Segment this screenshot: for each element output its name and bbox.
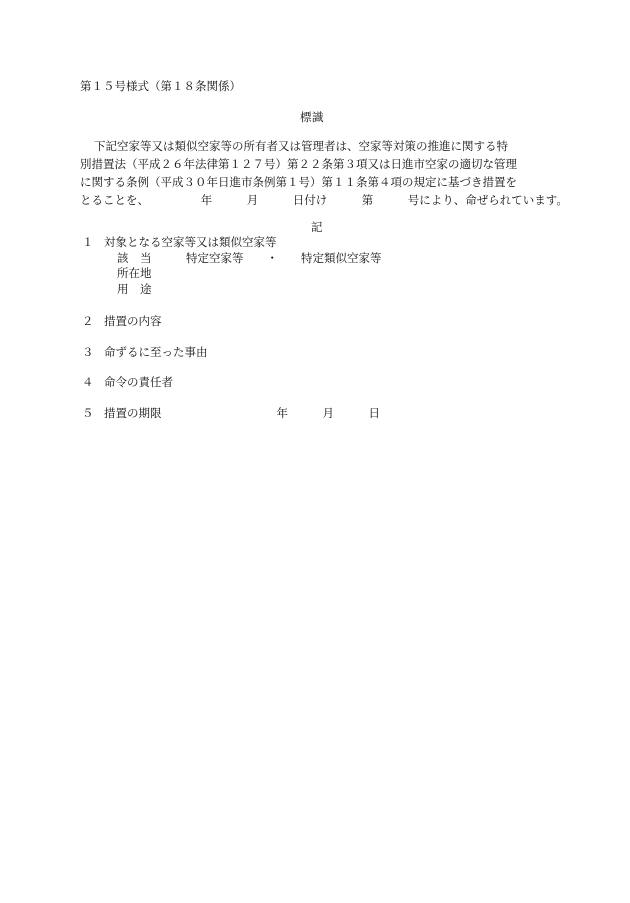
item-number: ４ — [82, 375, 94, 389]
item-number: ５ — [82, 406, 94, 420]
form-number: 第１５号様式（第１８条関係） — [80, 79, 241, 93]
item-3 — [82, 347, 208, 359]
ki-heading: 記 — [311, 220, 323, 234]
item-label: 措置の内容 — [104, 314, 162, 328]
notice-line-4: とることを、 年 月 日付け 第 号により、命ぜられています。 — [80, 193, 568, 207]
notice-line-3: に関する条例（平成３０年日進市条例第１号）第１１条第４項の規定に基づき措置を — [80, 175, 517, 189]
sub-item-location: 所在地 — [117, 266, 152, 280]
sub-item-use: 用 途 — [117, 282, 152, 296]
item-number: ３ — [82, 345, 94, 359]
item-2 — [82, 316, 162, 328]
item-4 — [82, 377, 173, 389]
item-label: 対象となる空家等又は類似空家等 — [104, 235, 277, 249]
item-label: 命ずるに至った事由 — [104, 345, 208, 359]
sign-title: 標識 — [300, 110, 324, 124]
item-label: 措置の期限 年 月 日 — [104, 406, 380, 420]
item-number: ２ — [82, 314, 94, 328]
item-1 — [82, 237, 277, 249]
item-number: １ — [82, 235, 94, 249]
notice-line-1: 下記空家等又は類似空家等の所有者又は管理者は、空家等対策の推進に関する特 — [94, 139, 508, 153]
notice-line-2: 別措置法（平成２６年法律第１２７号）第２２条第３項又は日進市空家の適切な管理 — [80, 157, 517, 171]
item-5 — [82, 408, 380, 420]
item-label: 命令の責任者 — [104, 375, 173, 389]
sub-item-applicable: 該 当 特定空家等 ・ 特定類似空家等 — [117, 251, 382, 265]
